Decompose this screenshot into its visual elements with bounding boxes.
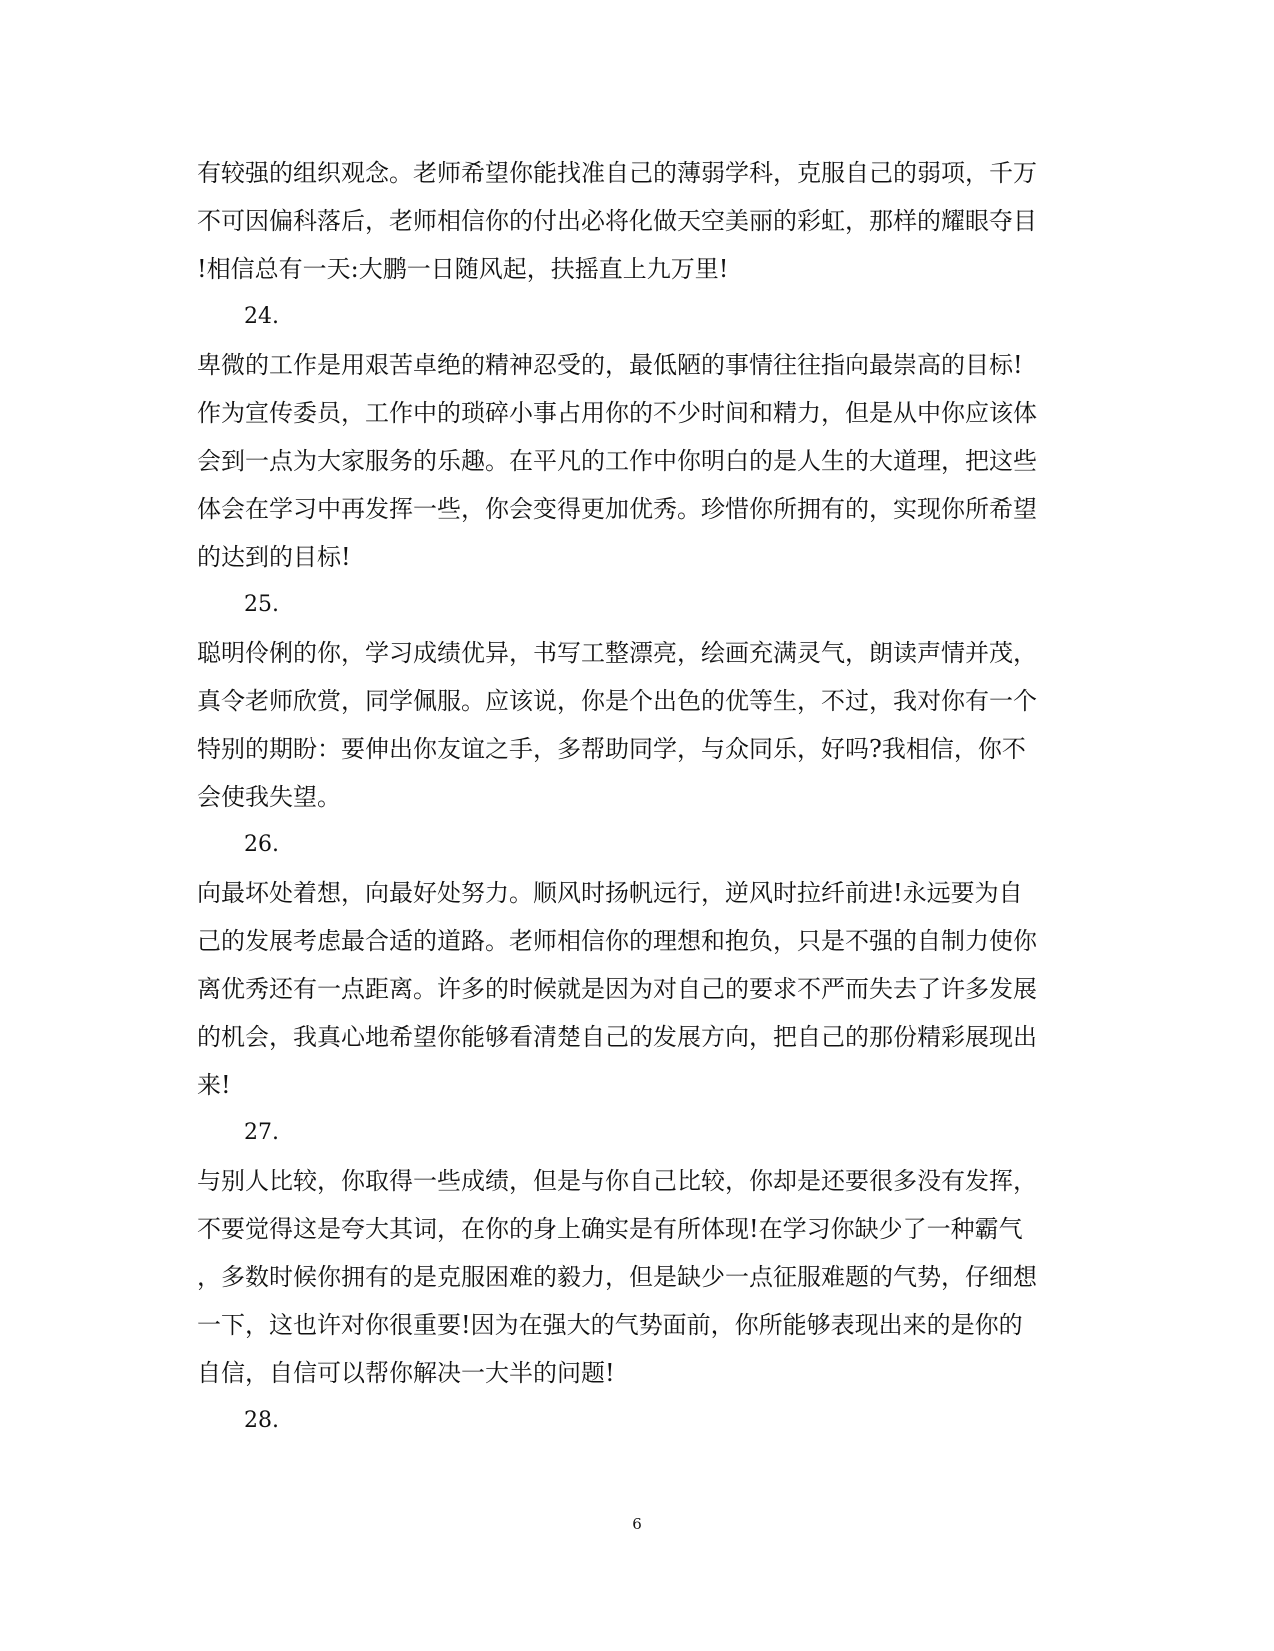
text-line: !相信总有一天:大鹏一日随风起，扶摇直上九万里! [197,255,729,283]
text-line: ，多数时候你拥有的是克服困难的毅力，但是缺少一点征服难题的气势，仔细想 [197,1263,1037,1291]
text-line: 不要觉得这是夸大其词，在你的身上确实是有所体现!在学习你缺少了一种霸气 [197,1215,1023,1243]
text-line: 离优秀还有一点距离。许多的时候就是因为对自己的要求不严而失去了许多发展 [197,975,1037,1003]
text-line: 体会在学习中再发挥一些，你会变得更加优秀。珍惜你所拥有的，实现你所希望 [197,495,1037,523]
text-line: 作为宣传委员，工作中的琐碎小事占用你的不少时间和精力，但是从中你应该体 [197,399,1037,427]
text-line: 的机会，我真心地希望你能够看清楚自己的发展方向，把自己的那份精彩展现出 [197,1023,1037,1051]
text-line: 有较强的组织观念。老师希望你能找准自己的薄弱学科，克服自己的弱项，千万 [197,159,1037,187]
text-line: 一下，这也许对你很重要!因为在强大的气势面前，你所能够表现出来的是你的 [197,1311,1023,1339]
text-line: 自信，自信可以帮你解决一大半的问题! [197,1359,615,1387]
item-number: 28. [244,1408,279,1433]
text-line: 不可因偏科落后，老师相信你的付出必将化做天空美丽的彩虹，那样的耀眼夺目 [197,207,1037,235]
text-line: 会到一点为大家服务的乐趣。在平凡的工作中你明白的是人生的大道理，把这些 [197,447,1037,475]
text-line: 卑微的工作是用艰苦卓绝的精神忍受的，最低陋的事情往往指向最崇高的目标! [197,351,1023,379]
item-number: 27. [244,1120,279,1145]
text-line: 己的发展考虑最合适的道路。老师相信你的理想和抱负，只是不强的自制力使你 [197,927,1037,955]
text-line: 向最坏处着想，向最好处努力。顺风时扬帆远行，逆风时拉纤前进!永远要为自 [197,879,1023,907]
text-line: 来! [197,1071,231,1099]
item-number: 24. [244,304,279,329]
item-number: 26. [244,832,279,857]
text-line: 会使我失望。 [197,783,341,811]
text-line: 真令老师欣赏，同学佩服。应该说，你是个出色的优等生，不过，我对你有一个 [197,687,1037,715]
text-line: 与别人比较，你取得一些成绩，但是与你自己比较，你却是还要很多没有发挥， [197,1167,1037,1195]
page-number: 6 [632,1515,642,1533]
text-line: 的达到的目标! [197,543,351,571]
text-line: 聪明伶俐的你，学习成绩优异，书写工整漂亮，绘画充满灵气，朗读声情并茂， [197,639,1037,667]
text-line: 特别的期盼：要伸出你友谊之手，多帮助同学，与众同乐，好吗?我相信，你不 [197,735,1026,763]
item-number: 25. [244,592,279,617]
